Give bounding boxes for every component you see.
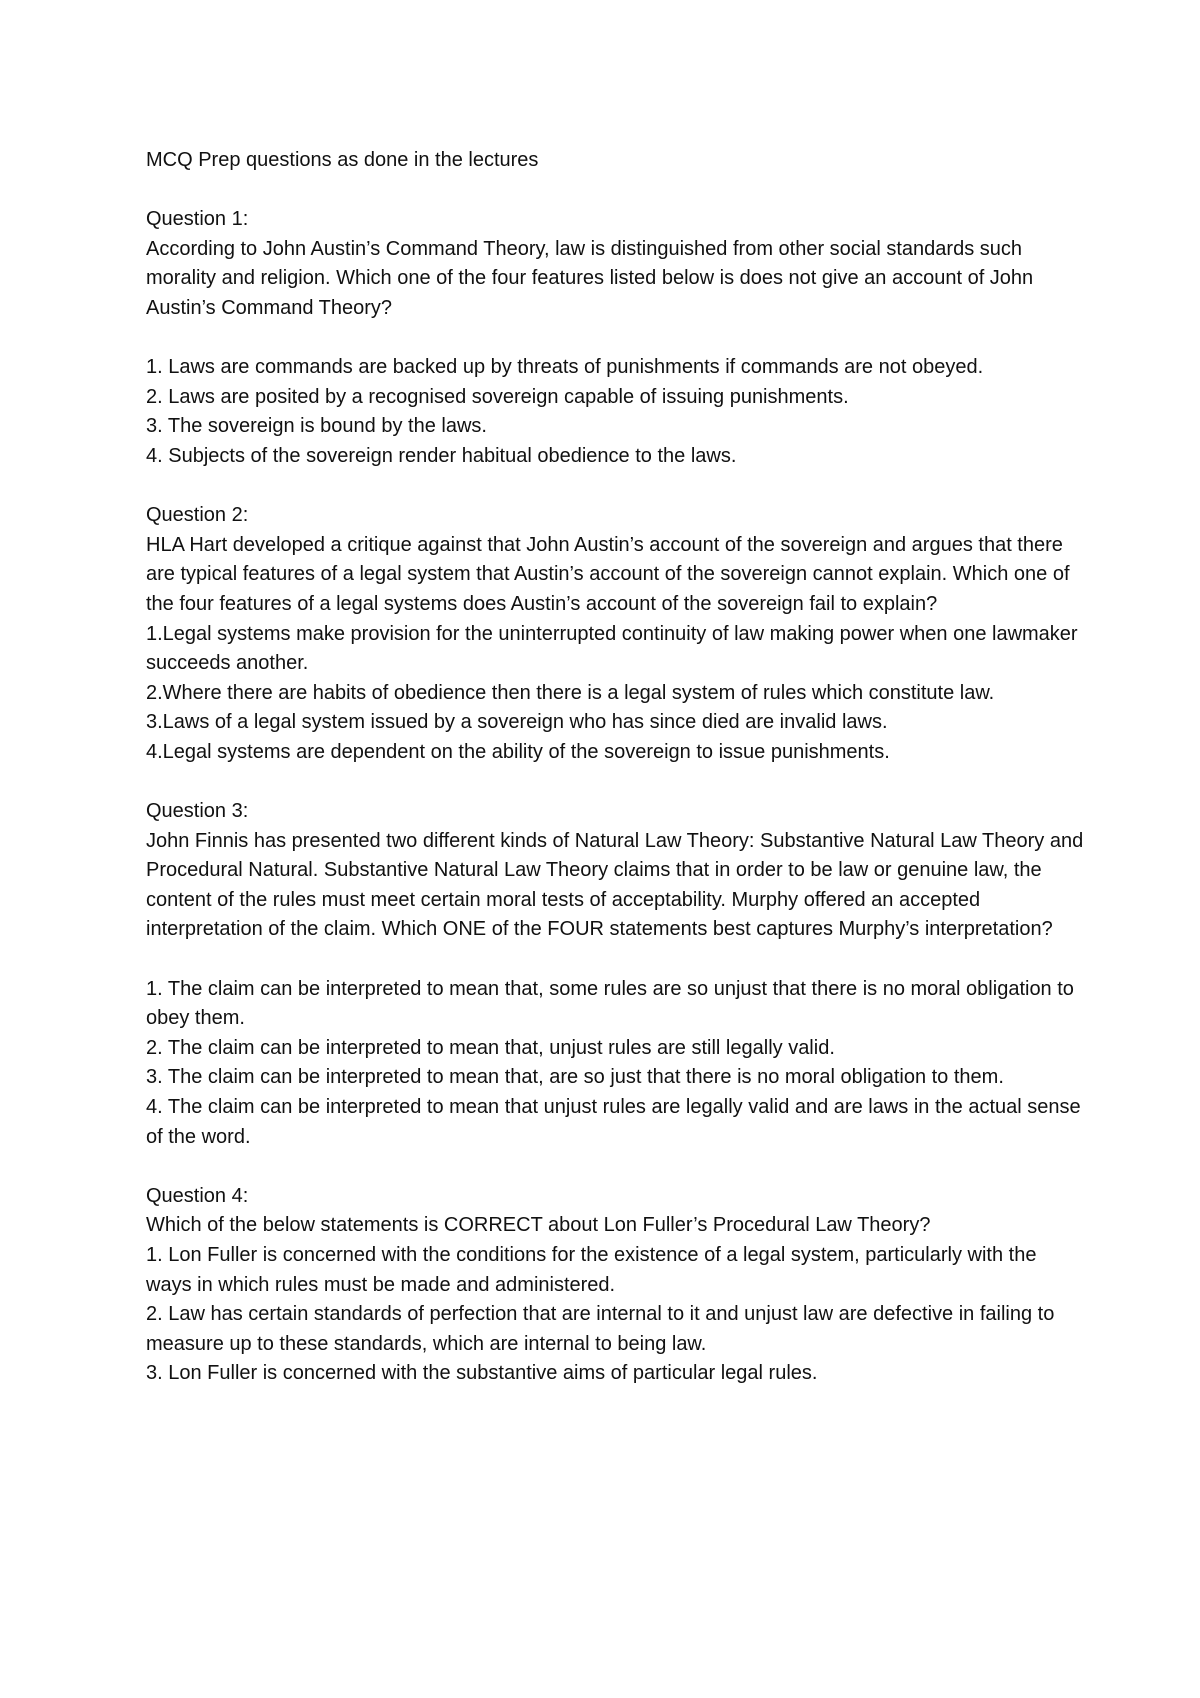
answer-option: 3. The sovereign is bound by the laws. (146, 415, 487, 438)
question-1 (146, 205, 1086, 471)
answer-option: 1. Laws are commands are backed up by threats of punishments if commands are not obeyed. (146, 356, 984, 379)
question-3 (146, 797, 1086, 1152)
answer-option: 2.Where there are habits of obedience then there is a legal system of rules which constitute law. (146, 681, 995, 704)
question-heading: Question 4: (146, 1184, 249, 1207)
question-heading: Question 1: (146, 208, 249, 231)
spacer (146, 767, 1086, 797)
spacer (146, 1152, 1086, 1182)
answer-option: 3. Lon Fuller is concerned with the substantive aims of particular legal rules. (146, 1362, 818, 1385)
question-stem: Which of the below statements is CORRECT about Lon Fuller’s Procedural Law Theory? (146, 1214, 931, 1237)
question-2 (146, 501, 1086, 767)
answer-option: 3. The claim can be interpreted to mean that, are so just that there is no moral obligation to them. (146, 1066, 1004, 1089)
answer-option: 4. The claim can be interpreted to mean that unjust rules are legally valid and are laws in the actual sense of the word. (146, 1096, 1081, 1148)
answer-option: 2. Laws are posited by a recognised sovereign capable of issuing punishments. (146, 385, 849, 408)
document-page (146, 146, 1086, 1389)
answer-option: 4.Legal systems are dependent on the ability of the sovereign to issue punishments. (146, 740, 890, 763)
question-stem: John Finnis has presented two different kinds of Natural Law Theory: Substantive Natural Law Theory and Procedural Natural. Substantive Natural Law Theory claims that in order to be law or genuine law, the content of the rules must meet certain moral tests of acceptability. Murphy offered an accepted interpretation of the claim. Which ONE of the FOUR statements best captures Murphy’s interpretation? (146, 829, 1084, 941)
spacer (146, 945, 1086, 975)
answer-option: 2. Law has certain standards of perfection that are internal to it and unjust law are defective in failing to measure up to these standards, which are internal to being law. (146, 1303, 1055, 1355)
answer-option: 4. Subjects of the sovereign render habitual obedience to the laws. (146, 444, 737, 467)
question-4 (146, 1182, 1086, 1389)
answer-option: 2. The claim can be interpreted to mean that, unjust rules are still legally valid. (146, 1036, 835, 1059)
document-title: MCQ Prep questions as done in the lectures (146, 149, 539, 171)
spacer (146, 472, 1086, 502)
question-heading: Question 3: (146, 800, 249, 823)
answer-option: 1. The claim can be interpreted to mean that, some rules are so unjust that there is no moral obligation to obey them. (146, 977, 1074, 1030)
question-heading: Question 2: (146, 504, 249, 527)
answer-option: 3.Laws of a legal system issued by a sovereign who has since died are invalid laws. (146, 711, 888, 734)
spacer (146, 176, 1086, 206)
answer-option: 1. Lon Fuller is concerned with the conditions for the existence of a legal system, particularly with the ways in which rules must be made and administered. (146, 1243, 1037, 1296)
spacer (146, 324, 1086, 354)
answer-option: 1.Legal systems make provision for the uninterrupted continuity of law making power when one lawmaker succeeds another. (146, 622, 1078, 675)
question-stem: HLA Hart developed a critique against that John Austin’s account of the sovereign and argues that there are typical features of a legal system that Austin’s account of the sovereign cannot explain. Which one of the four features of a legal systems does Austin’s account of the sovereign fail to explain? (146, 533, 1070, 615)
question-stem: According to John Austin’s Command Theory, law is distinguished from other social standards such morality and religion. Which one of the four features listed below is does not give an account of John Austin’s Command Theory? (146, 237, 1034, 319)
